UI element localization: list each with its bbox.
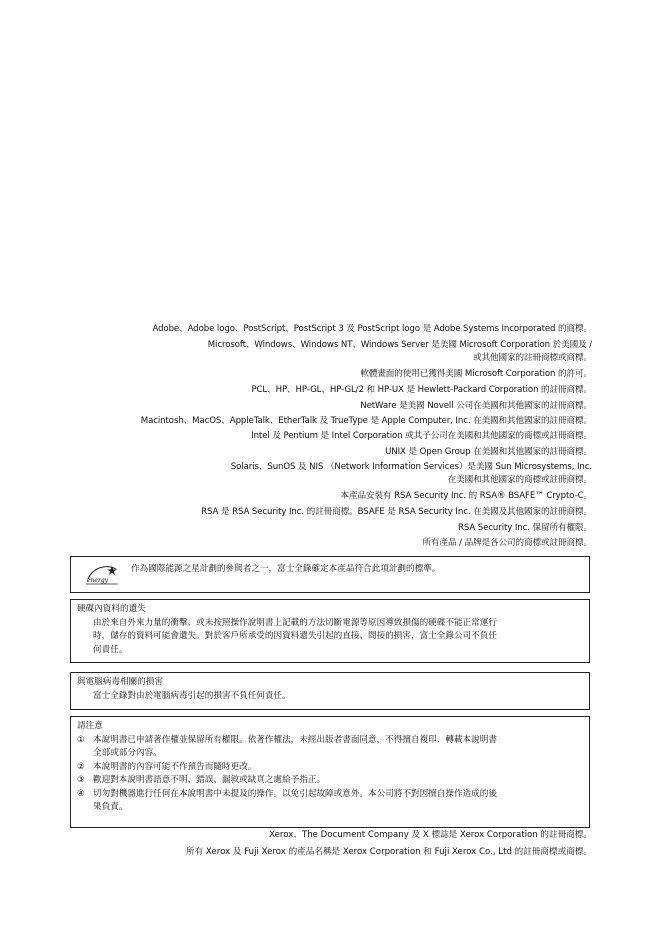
notes-item-line: 果負責。 xyxy=(93,802,128,812)
trademark-line-unix: UNIX 是 Open Group 在美國和其他國家的註冊商標。 xyxy=(385,447,592,457)
virus-notice-box xyxy=(70,672,590,710)
hdd-notice-title: 硬碟內資料的遺失 xyxy=(77,604,146,614)
trademark-line-microsoft-cont: 或其他國家的註冊商標或商標。 xyxy=(473,353,592,363)
hdd-notice-line: 由於來自外來力量的衝擊、或未按照操作說明書上記載的方法切斷電源等原因導致損傷的硬碟不能正常運行 xyxy=(93,617,497,628)
energy-star-logo-icon xyxy=(85,563,119,585)
trademark-line-microsoft-permission: 軟體畫面的使用已獲得美國 Microsoft Corporation 的許可。 xyxy=(360,369,592,379)
notes-item-line: 本說明書已申請著作權並保留所有權限。依著作權法，未經出版者書面同意，不得擅自複印、轉載本說明書 xyxy=(93,734,497,745)
trademark-line-novell: NetWare 是美國 Novell 公司在美國和其他國家的註冊商標。 xyxy=(360,401,592,411)
trademark-line-rsa-bsafe: 本產品安裝有 RSA Security Inc. 的 RSA® BSAFE™ Crypto-C。 xyxy=(340,491,592,501)
notes-item xyxy=(77,774,581,788)
trademark-line-sun: Solaris、SunOS 及 NIS （Network Information Services）是美國 Sun Microsystems, Inc. xyxy=(230,462,592,472)
trademark-line-rsa: RSA 是 RSA Security Inc. 的註冊商標。BSAFE 是 RSA Security Inc. 在美國及其他國家的註冊商標。 xyxy=(201,507,592,517)
hdd-notice-box xyxy=(70,599,590,663)
trademark-line-all-products: 所有產品 / 品牌是各公司的商標或註冊商標。 xyxy=(422,538,592,548)
virus-notice-line: 富士全錄對由於電腦病毒引起的損害不負任何責任。 xyxy=(93,690,291,701)
footer-fuji-xerox-trademark: 所有 Xerox 及 Fuji Xerox 的產品名稱是 Xerox Corporation 和 Fuji Xerox Co., Ltd 的註冊商標或商標。 xyxy=(186,847,592,857)
footer-xerox-trademark: Xerox、The Document Company 及 X 標誌是 Xerox Corporation 的註冊商標。 xyxy=(269,830,592,840)
virus-notice-title: 與電腦病毒相關的損害 xyxy=(77,677,163,687)
notes-item-number: ① xyxy=(77,734,85,745)
trademark-line-sun-cont: 在美國和其他國家的商標或註冊商標。 xyxy=(447,475,592,485)
trademark-line-adobe: Adobe、Adobe logo、PostScript、PostScript 3 及 PostScript logo 是 Adobe Systems Incorporated 的商標。 xyxy=(152,324,592,334)
notes-item-line: 全部或部分內容。 xyxy=(93,748,162,758)
notes-item-line: 切勿對機器進行任何在本說明書中未提及的操作。以免引起故障或意外。本公司將不對因擅自操作造成的後 xyxy=(93,788,497,799)
trademark-line-intel: Intel 及 Pentium 是 Intel Corporation 或其子公司在美國和其他國家的商標或註冊商標。 xyxy=(251,431,592,441)
notes-item-line: 歡迎對本說明書語意不明、錯誤、漏敘或缺頁之處給予指正。 xyxy=(93,775,326,785)
trademark-line-apple: Macintosh、MacOS、AppleTalk、EtherTalk 及 TrueType 是 Apple Computer, Inc. 在美國和其他國家的註冊商標。 xyxy=(140,416,592,426)
notes-item xyxy=(77,788,581,815)
notes-list xyxy=(71,734,589,819)
notes-box xyxy=(70,716,590,828)
trademark-line-rsa-rights: RSA Security Inc. 保留所有權限。 xyxy=(457,523,592,533)
notes-item xyxy=(77,761,581,775)
notes-title: 請注意 xyxy=(77,721,103,731)
notes-item-number: ② xyxy=(77,761,85,772)
hdd-notice-line: 時，儲存的資料可能會遺失。對於客戶所承受的因資料遺失引起的直接、間接的損害，富士全錄公司不負任 xyxy=(93,631,497,641)
notes-item xyxy=(77,734,581,761)
energy-star-text: 作為國際能源之星計劃的參與者之一，富士全錄確定本產品符合此項計劃的標準。 xyxy=(131,564,441,574)
energy-star-box xyxy=(70,556,590,593)
notes-item-number: ③ xyxy=(77,775,85,785)
trademark-line-hp: PCL、HP、HP-GL、HP-GL/2 和 HP-UX 是 Hewlett-Packard Corporation 的註冊商標。 xyxy=(251,385,592,395)
notes-item-number: ④ xyxy=(77,788,85,799)
energy-star-logo-text: energy xyxy=(87,577,109,584)
notes-item-line: 本說明書的內容可能不作預告而隨時更改。 xyxy=(93,761,257,772)
hdd-notice-line: 何責任。 xyxy=(93,644,128,655)
trademark-line-microsoft: Microsoft、Windows、Windows NT、Windows Server 是美國 Microsoft Corporation 於美國及 / xyxy=(207,340,592,350)
